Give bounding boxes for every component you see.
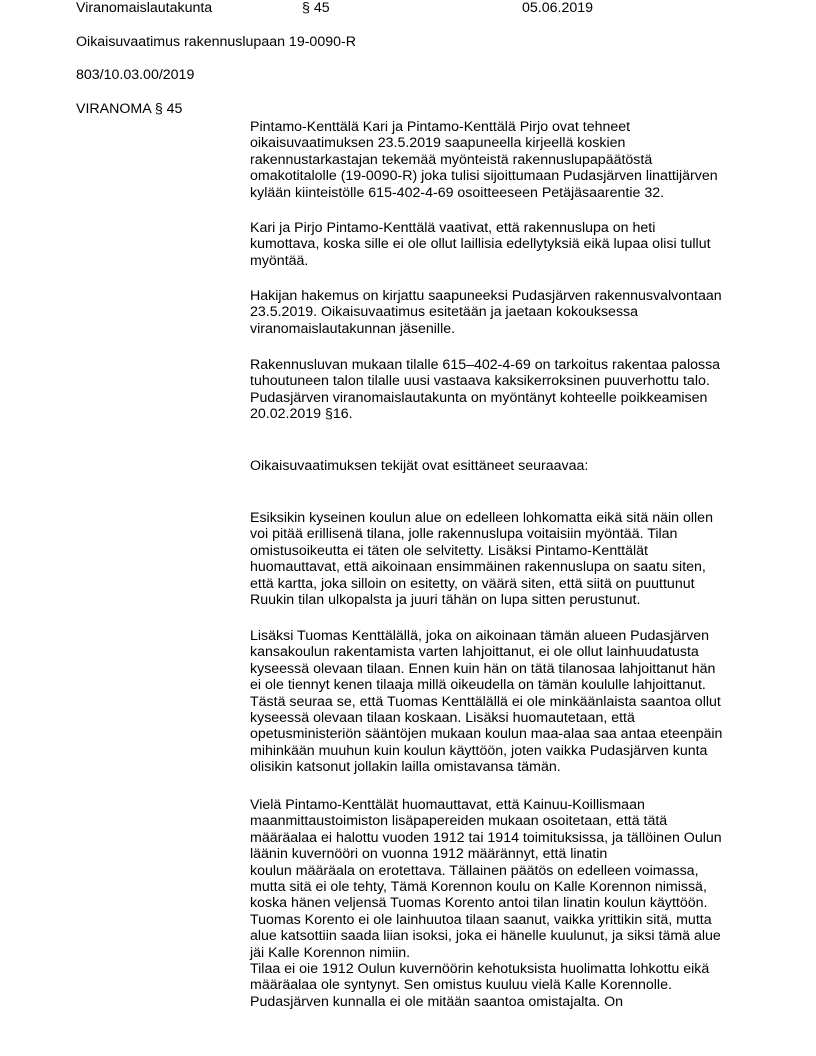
text-line: kyseessä olevaan tilaan koskaan. Lisäksi huomautetaan, että bbox=[250, 709, 635, 726]
text-line: opetusministeriön sääntöjen mukaan koulun maa-alaa saa antaa eteenpäin bbox=[250, 726, 723, 743]
authority-label: VIRANOMA § 45 bbox=[76, 101, 183, 117]
text-line: oikaisuvaatimuksen 23.5.2019 saapuneella kirjeellä koskien bbox=[250, 135, 626, 152]
text-line: mutta sitä ei ole tehty, Tämä Korennon koulu on Kalle Korennon nimissä, bbox=[250, 878, 707, 895]
text-line: omistusoikeutta ei täten ole selvitetty. Lisäksi Pintamo-Kenttälät bbox=[250, 542, 648, 559]
text-line: 20.02.2019 §16. bbox=[250, 406, 353, 423]
text-line: ei ole tiennyt kenen tilaaja millä oikeudella on tämän koululle lahjoittanut. bbox=[250, 677, 706, 694]
text-line: huomauttavat, että aikoinaan ensimmäinen rakennuslupa on saatu siten, bbox=[250, 559, 706, 576]
text-line: Esiksikin kyseinen koulun alue on edelleen lohkomatta eikä sitä näin ollen bbox=[250, 510, 713, 526]
paragraph-8 bbox=[250, 797, 722, 1010]
text-line: Hakijan hakemus on kirjattu saapuneeksi Pudasjärven rakennusvalvontaan bbox=[250, 288, 722, 304]
paragraph-7 bbox=[250, 628, 722, 776]
text-line: koska hänen veljensä Tuomas Korento antoi tilan linatin koulun käyttöön. bbox=[250, 895, 708, 912]
text-line: Lisäksi Tuomas Kenttälällä, joka on aikoinaan tämän alueen Pudasjärven bbox=[250, 628, 710, 644]
text-line: Vielä Pintamo-Kenttälät huomauttavat, että Kainuu-Koillismaan bbox=[250, 797, 645, 813]
paragraph-3 bbox=[250, 288, 722, 337]
text-line: määräalaa ei halottu vuoden 1912 tai 1914 toimituksissa, ja tällöinen Oulun bbox=[250, 829, 722, 846]
text-line: Rakennusluvan mukaan tilalle 615–402-4-69 on tarkoitus rakentaa palossa bbox=[250, 357, 721, 373]
paragraph-6 bbox=[250, 510, 713, 608]
text-line: omakotitalolle (19-0090-R) joka tulisi sijoittumaan Pudasjärven linattijärven bbox=[250, 168, 718, 185]
text-line: Tästä seuraa se, että Tuomas Kenttälällä ei ole minkäänlaista saantoa ollut bbox=[250, 693, 721, 710]
text-line: Pintamo-Kenttälä Kari ja Pintamo-Kenttälä Pirjo ovat tehneet bbox=[250, 119, 631, 135]
text-line: 23.5.2019. Oikaisuvaatimus esitetään ja jaetaan kokouksessa bbox=[250, 304, 639, 321]
header-organization: Viranomaislautakunta bbox=[76, 0, 213, 16]
text-line: mihinkään muuhun kuin koulun käyttöön, joten vaikka Pudasjärven kunta bbox=[250, 742, 708, 759]
text-line: kansakoulun rakentamista varten lahjoittanut, ei ole ollut lainhuudatusta bbox=[250, 644, 699, 661]
text-line: olisikin katsonut jollakin lailla omistavansa tämän. bbox=[250, 759, 561, 776]
text-line: kumottava, koska sille ei ole ollut laillisia edellytyksiä eikä lupaa olisi tullut bbox=[250, 236, 711, 253]
text-line: myöntää. bbox=[250, 252, 309, 269]
text-line: voi pitää erillisenä tilana, jolle rakennuslupa voitaisiin myöntää. Tilan bbox=[250, 526, 678, 543]
text-line: Kari ja Pirjo Pintamo-Kenttälä vaativat, että rakennuslupa on heti bbox=[250, 220, 656, 236]
text-line: koulun määräala on erotettava. Tällainen päätös on edelleen voimassa, bbox=[250, 862, 699, 879]
text-line: että kartta, joka silloin on esitetty, on väärä siten, että siitä on puuttunut bbox=[250, 575, 695, 592]
text-line: kyseessä olevaan tilaan. Ennen kuin hän on tätä tilanosaa lahjoittanut hän bbox=[250, 660, 716, 677]
text-line: tuhoutuneen talon tilalle uusi vastaava kaksikerroksinen puuverhottu talo. bbox=[250, 373, 710, 390]
text-line: Tilaa ei oie 1912 Oulun kuvernöörin kehotuksista huolimatta lohkottu eikä bbox=[250, 960, 710, 977]
text-line: Ruukin tilan ulkopalsta ja juuri tähän on lupa sitten perustunut. bbox=[250, 591, 641, 608]
paragraph-5 bbox=[250, 458, 588, 474]
paragraph-4 bbox=[250, 357, 720, 423]
text-line: Pudasjärven kunnalla ei ole mitään saantoa omistajalta. On bbox=[250, 993, 624, 1010]
text-line: rakennustarkastajan tekemää myönteistä rakennuslupapäätöstä bbox=[250, 151, 653, 168]
text-line: maanmittaustoimiston lisäpapereiden mukaan osoitetaan, että tätä bbox=[250, 813, 668, 830]
text-line: kylään kiinteistölle 615-402-4-69 osoitteeseen Petäjäsaarentie 32. bbox=[250, 184, 665, 201]
text-line: jäi Kalle Korennon nimiin. bbox=[250, 944, 411, 961]
text-line: läänin kuvernööri on vuonna 1912 määrännyt, että linatin bbox=[250, 846, 608, 863]
text-line: viranomaislautakunnan jäsenille. bbox=[250, 320, 456, 337]
document-subject: Oikaisuvaatimus rakennuslupaan 19-0090-R bbox=[76, 34, 356, 50]
text-line: alue katsottiin saada liian isoksi, joka ei hänelle kuulunut, ja siksi tämä alue bbox=[250, 928, 721, 945]
text-line: Tuomas Korento ei ole lainhuutoa tilaan saanut, vaikka yrittikin sitä, mutta bbox=[250, 911, 712, 928]
text-line: Pudasjärven viranomaislautakunta on myöntänyt kohteelle poikkeamisen bbox=[250, 389, 708, 406]
text-line: Oikaisuvaatimuksen tekijät ovat esittäneet seuraavaa: bbox=[250, 458, 589, 474]
header-date: 05.06.2019 bbox=[522, 0, 594, 16]
paragraph-2 bbox=[250, 220, 711, 269]
paragraph-1 bbox=[250, 119, 718, 201]
document-reference: 803/10.03.00/2019 bbox=[76, 67, 195, 83]
text-line: määräalaa ole syntynyt. Sen omistus kuuluu vielä Kalle Korennolle. bbox=[250, 977, 672, 994]
header-section: § 45 bbox=[302, 0, 330, 16]
